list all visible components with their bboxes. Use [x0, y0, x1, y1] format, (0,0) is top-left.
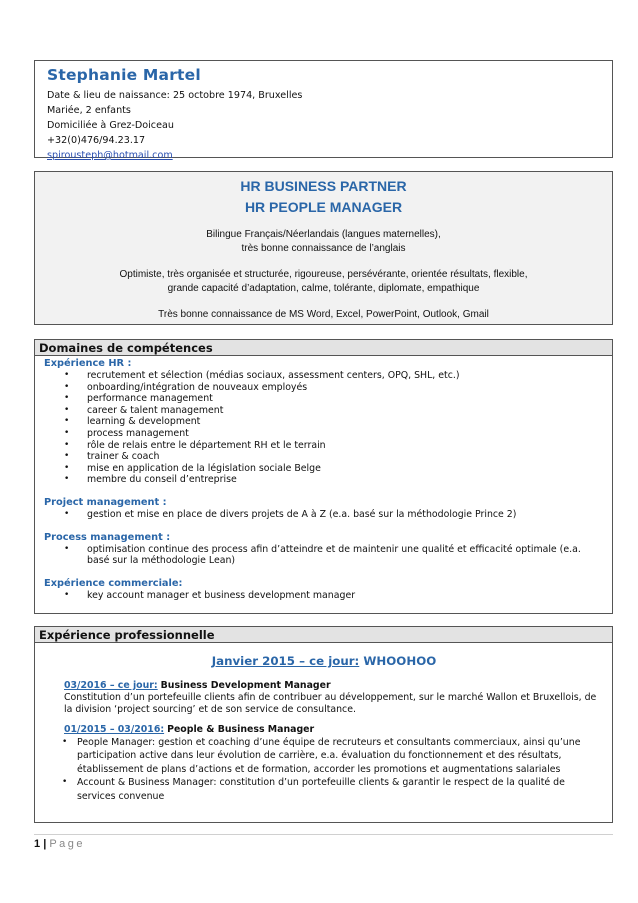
- process-management-list: [44, 544, 604, 567]
- address-line: Domiciliée à Grez-Doiceau: [47, 120, 174, 131]
- process-management-label: Process management :: [44, 531, 171, 543]
- contact-box: [34, 60, 613, 161]
- experience-section: [34, 626, 613, 823]
- footer-divider: [34, 834, 613, 835]
- family-line: Mariée, 2 enfants: [47, 105, 131, 116]
- profile-box: [34, 171, 613, 325]
- list-item: • learning & development: [44, 416, 604, 428]
- list-item: • performance management: [44, 393, 604, 405]
- list-item: • recrutement et sélection (médias sociaux, assessment centers, OPQ, SHL, etc.): [44, 370, 604, 382]
- role-1-date: 03/2016 – ce jour:: [64, 680, 158, 691]
- role-2-list: [44, 736, 604, 803]
- job-period: Janvier 2015 – ce jour:: [211, 654, 360, 668]
- hr-experience-list: [44, 370, 604, 486]
- list-item: • trainer & coach: [44, 451, 604, 463]
- profile-title-1: HR BUSINESS PARTNER: [240, 178, 407, 194]
- list-item: • onboarding/intégration de nouveaux employés: [44, 382, 604, 394]
- hr-experience-label: Expérience HR :: [44, 358, 132, 369]
- traits-line-2: grande capacité d’adaptation, calme, tolérante, diplomate, empathique: [167, 283, 480, 294]
- role-2-title: People & Business Manager: [167, 724, 315, 735]
- project-management-label: Project management :: [44, 496, 167, 508]
- role-2-heading: [44, 724, 604, 736]
- domains-heading: Domaines de compétences: [35, 340, 612, 356]
- language-line-1: Bilingue Français/Néerlandais (langues maternelles),: [206, 229, 441, 240]
- list-item: • key account manager et business development manager: [44, 590, 604, 602]
- phone-line: +32(0)476/94.23.17: [47, 135, 146, 146]
- profile-title-2: HR PEOPLE MANAGER: [244, 199, 403, 215]
- list-item: • Account & Business Manager: constitution d’un portefeuille clients & garantir le respect de la qualité de services convenue: [44, 776, 604, 803]
- language-line-2: très bonne connaissance de l’anglais: [241, 243, 406, 254]
- candidate-name: Stephanie Martel: [47, 66, 201, 84]
- commercial-experience-list: [44, 590, 604, 602]
- traits-line-1: Optimiste, très organisée et structurée, rigoureuse, persévérante, orientée résultats, flexible,: [119, 269, 528, 280]
- list-item: • optimisation continue des process afin d’atteindre et de maintenir une qualité et efficacité optimale (e.a. basé sur la méthodologie Lean): [44, 544, 604, 567]
- domains-section: [34, 339, 613, 614]
- role-2-date: 01/2015 – 03/2016:: [64, 724, 165, 735]
- footer-separator: |: [43, 838, 47, 850]
- role-1-description: Constitution d’un portefeuille clients afin de contribuer au développement, sur le marché Wallon et Bruxellois, de la division ‘project sourcing’ et de son service de consultance.: [64, 692, 597, 715]
- commercial-experience-label: Expérience commerciale:: [44, 577, 183, 589]
- email-link[interactable]: spirousteph@hotmail.com: [47, 150, 173, 161]
- birth-line: Date & lieu de naissance: 25 octobre 1974, Bruxelles: [47, 90, 303, 101]
- project-management-list: [44, 509, 604, 521]
- list-item: • People Manager: gestion et coaching d’une équipe de recruteurs et consultants commerciaux, ainsi qu’une participation active dans leur évolution de carrière, e.a. évaluation du fonctionnement et des résultats, établissement de plans d’actions et de formation, accorder les promotions et augmentations salariales: [44, 736, 604, 776]
- role-1-heading: [44, 680, 604, 692]
- list-item: • rôle de relais entre le département RH et le terrain: [44, 440, 604, 452]
- list-item: • career & talent management: [44, 405, 604, 417]
- list-item: • process management: [44, 428, 604, 440]
- job-period-heading: [44, 654, 604, 668]
- list-item: • mise en application de la législation sociale Belge: [44, 463, 604, 475]
- list-item: • membre du conseil d’entreprise: [44, 474, 604, 486]
- role-1-title: Business Development Manager: [160, 680, 331, 691]
- list-item: • gestion et mise en place de divers projets de A à Z (e.a. basé sur la méthodologie Prince 2): [44, 509, 604, 521]
- page-number: 1: [34, 838, 41, 850]
- page-footer: [34, 838, 85, 850]
- software-line: Très bonne connaissance de MS Word, Excel, PowerPoint, Outlook, Gmail: [158, 309, 489, 320]
- company-name: WHOOHOO: [363, 654, 437, 668]
- experience-heading: Expérience professionnelle: [35, 627, 612, 643]
- page-word: Page: [49, 838, 86, 850]
